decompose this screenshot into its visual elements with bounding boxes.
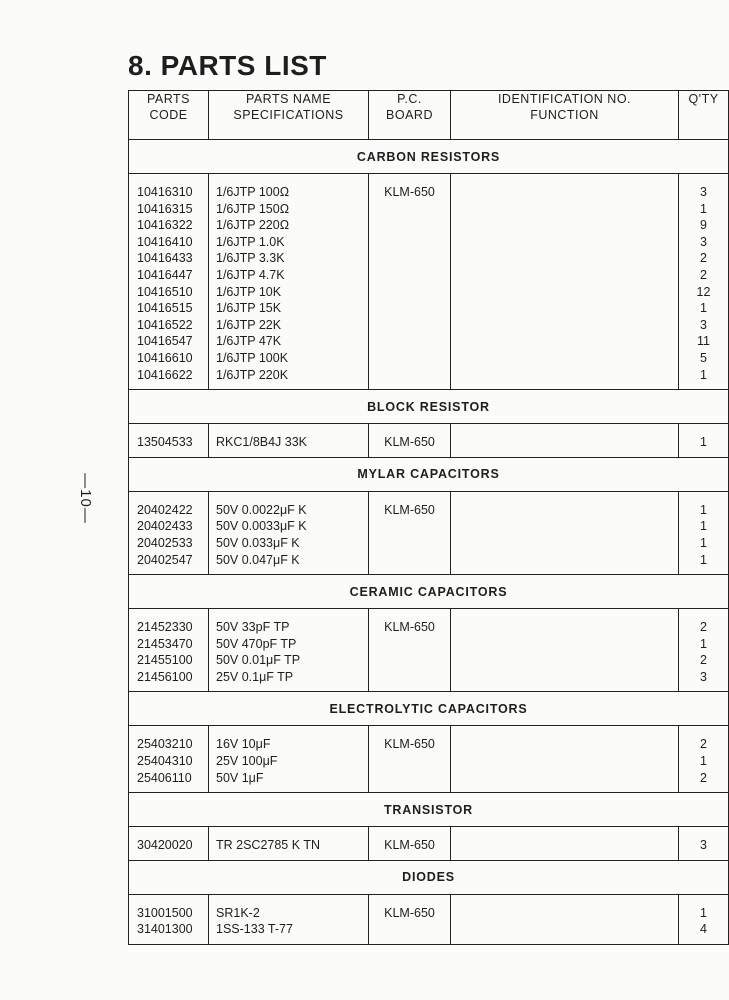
parts-spec: 1/6JTP 1.0K [216, 234, 285, 249]
parts-qty: 3 [700, 234, 707, 249]
parts-qty: 1 [700, 519, 707, 534]
qty-cell [679, 726, 729, 793]
parts-spec-cell [209, 174, 369, 390]
parts-code: 25404310 [137, 754, 193, 769]
table-row [129, 424, 729, 458]
parts-spec-cell [209, 491, 369, 574]
category-heading: CARBON RESISTORS [129, 140, 729, 174]
category-heading: TRANSISTOR [129, 793, 729, 827]
identification-cell [451, 827, 679, 861]
header-parts-code: PARTS CODE [129, 91, 209, 140]
pc-board-cell [369, 424, 451, 458]
parts-code: 10416315 [137, 201, 193, 216]
parts-code-cell [129, 491, 209, 574]
parts-spec: RKC1/8B4J 33K [216, 435, 308, 450]
pc-board-cell [369, 174, 451, 390]
table-row [129, 609, 729, 692]
category-heading: CERAMIC CAPACITORS [129, 575, 729, 609]
parts-spec-cell [209, 726, 369, 793]
identification-cell [451, 174, 679, 390]
parts-qty: 1 [700, 552, 707, 567]
parts-spec: SR1K-2 [216, 905, 260, 920]
qty-cell [679, 827, 729, 861]
category-row [129, 140, 729, 174]
parts-qty: 9 [700, 218, 707, 233]
category-row [129, 793, 729, 827]
identification-cell [451, 609, 679, 692]
parts-qty: 11 [697, 334, 710, 349]
identification-cell [451, 491, 679, 574]
parts-qty: 2 [700, 620, 707, 635]
table-row [129, 491, 729, 574]
parts-spec: 1/6JTP 10K [216, 284, 282, 299]
parts-qty: 3 [700, 838, 707, 853]
category-row [129, 390, 729, 424]
parts-code: 21455100 [137, 653, 193, 668]
pc-board-cell [369, 726, 451, 793]
parts-spec: 25V 100μF [216, 754, 278, 769]
parts-qty: 1 [700, 535, 707, 550]
parts-code: 21456100 [137, 669, 193, 684]
parts-table-body [129, 140, 729, 945]
parts-code-cell [129, 726, 209, 793]
parts-code: 20402433 [137, 519, 193, 534]
parts-spec: 1/6JTP 100Ω [216, 185, 290, 199]
category-row [129, 457, 729, 491]
parts-code: 20402533 [137, 535, 193, 550]
parts-spec: 25V 0.1μF TP [216, 669, 294, 684]
header-identification: IDENTIFICATION NO. FUNCTION [451, 91, 679, 140]
parts-code: 21452330 [137, 620, 193, 635]
category-row [129, 692, 729, 726]
parts-spec: 1/6JTP 47K [216, 334, 282, 349]
parts-qty: 3 [700, 669, 707, 684]
parts-qty: 2 [700, 653, 707, 668]
parts-qty: 1 [700, 905, 707, 920]
parts-code: 20402422 [137, 502, 193, 517]
qty-cell [679, 424, 729, 458]
parts-spec-cell [209, 894, 369, 944]
parts-table [128, 90, 729, 945]
parts-qty: 2 [700, 251, 707, 266]
parts-code: 10416610 [137, 350, 193, 365]
parts-code: 25403210 [137, 737, 193, 752]
parts-spec-cell [209, 424, 369, 458]
parts-code: 10416310 [137, 185, 193, 199]
parts-qty: 3 [700, 317, 707, 332]
parts-qty: 1 [700, 435, 707, 450]
parts-qty: 1 [700, 502, 707, 517]
pc-board-value: KLM-650 [384, 905, 435, 920]
category-row [129, 860, 729, 894]
parts-code-cell [129, 424, 209, 458]
parts-spec: 50V 0.01μF TP [216, 653, 301, 668]
parts-qty: 1 [700, 367, 707, 382]
parts-spec: 50V 0.0033μF K [216, 519, 307, 534]
header-qty: Q'TY [679, 91, 729, 140]
parts-spec: 1/6JTP 22K [216, 317, 282, 332]
parts-spec: 1/6JTP 220K [216, 367, 289, 382]
parts-code: 20402547 [137, 552, 193, 567]
parts-spec: 16V 10μF [216, 737, 271, 752]
qty-cell [679, 894, 729, 944]
parts-spec: 1/6JTP 220Ω [216, 218, 290, 233]
parts-code: 10416510 [137, 284, 193, 299]
parts-spec: 1/6JTP 3.3K [216, 251, 285, 266]
pc-board-value: KLM-650 [384, 435, 435, 450]
parts-code: 21453470 [137, 636, 193, 651]
category-heading: MYLAR CAPACITORS [129, 457, 729, 491]
parts-qty: 1 [700, 301, 707, 316]
pc-board-cell [369, 894, 451, 944]
qty-cell [679, 491, 729, 574]
parts-code: 10416322 [137, 218, 193, 233]
parts-qty: 2 [700, 770, 707, 785]
parts-qty: 2 [700, 737, 707, 752]
pc-board-value: KLM-650 [384, 737, 435, 752]
parts-code: 13504533 [137, 435, 193, 450]
parts-code: 25406110 [137, 770, 192, 785]
category-row [129, 575, 729, 609]
parts-code: 10416522 [137, 317, 193, 332]
parts-spec: 1/6JTP 4.7K [216, 267, 285, 282]
parts-qty: 2 [700, 267, 707, 282]
parts-qty: 12 [696, 284, 711, 299]
parts-spec: 50V 0.0022μF K [216, 502, 307, 517]
parts-code-cell [129, 609, 209, 692]
parts-spec: 50V 33pF TP [216, 620, 290, 635]
parts-code-cell [129, 894, 209, 944]
parts-code-cell [129, 827, 209, 861]
parts-code: 10416447 [137, 267, 193, 282]
parts-spec-cell [209, 609, 369, 692]
pc-board-cell [369, 609, 451, 692]
parts-code: 10416515 [137, 301, 193, 316]
parts-spec: 50V 470pF TP [216, 636, 297, 651]
parts-code: 30420020 [137, 838, 193, 853]
parts-qty: 1 [700, 754, 707, 769]
parts-code: 10416547 [137, 334, 193, 349]
parts-spec-cell [209, 827, 369, 861]
parts-spec: 50V 0.047μF K [216, 552, 300, 567]
pc-board-value: KLM-650 [384, 502, 435, 517]
parts-code-cell [129, 174, 209, 390]
table-header-row [129, 91, 729, 140]
table-row [129, 174, 729, 390]
pc-board-value: KLM-650 [384, 185, 435, 199]
parts-qty: 3 [700, 185, 707, 199]
header-pc-board: P.C. BOARD [369, 91, 451, 140]
qty-cell [679, 609, 729, 692]
parts-qty: 1 [700, 636, 707, 651]
pc-board-cell [369, 827, 451, 861]
header-parts-name: PARTS NAME SPECIFICATIONS [209, 91, 369, 140]
identification-cell [451, 424, 679, 458]
parts-spec: 50V 1μF [216, 770, 264, 785]
identification-cell [451, 726, 679, 793]
parts-spec: 1/6JTP 150Ω [216, 201, 290, 216]
page-number: —10— [76, 473, 94, 524]
parts-code: 10416433 [137, 251, 193, 266]
parts-spec: 50V 0.033μF K [216, 535, 300, 550]
pc-board-value: KLM-650 [384, 838, 435, 853]
identification-cell [451, 894, 679, 944]
parts-code: 10416622 [137, 367, 193, 382]
parts-code: 31001500 [137, 905, 193, 920]
category-heading: ELECTROLYTIC CAPACITORS [129, 692, 729, 726]
pc-board-cell [369, 491, 451, 574]
parts-qty: 5 [700, 350, 707, 365]
category-heading: DIODES [129, 860, 729, 894]
table-row [129, 894, 729, 944]
parts-spec: TR 2SC2785 K TN [216, 838, 320, 853]
category-heading: BLOCK RESISTOR [129, 390, 729, 424]
table-row [129, 827, 729, 861]
page-title: 8. PARTS LIST [128, 50, 327, 81]
parts-code: 31401300 [137, 922, 193, 937]
parts-spec: 1SS-133 T-77 [216, 922, 293, 937]
pc-board-value: KLM-650 [384, 620, 435, 635]
parts-spec: 1/6JTP 100K [216, 350, 289, 365]
parts-qty: 4 [700, 922, 707, 937]
table-row [129, 726, 729, 793]
parts-qty: 1 [700, 201, 707, 216]
parts-spec: 1/6JTP 15K [216, 301, 282, 316]
parts-code: 10416410 [137, 234, 193, 249]
qty-cell [679, 174, 729, 390]
